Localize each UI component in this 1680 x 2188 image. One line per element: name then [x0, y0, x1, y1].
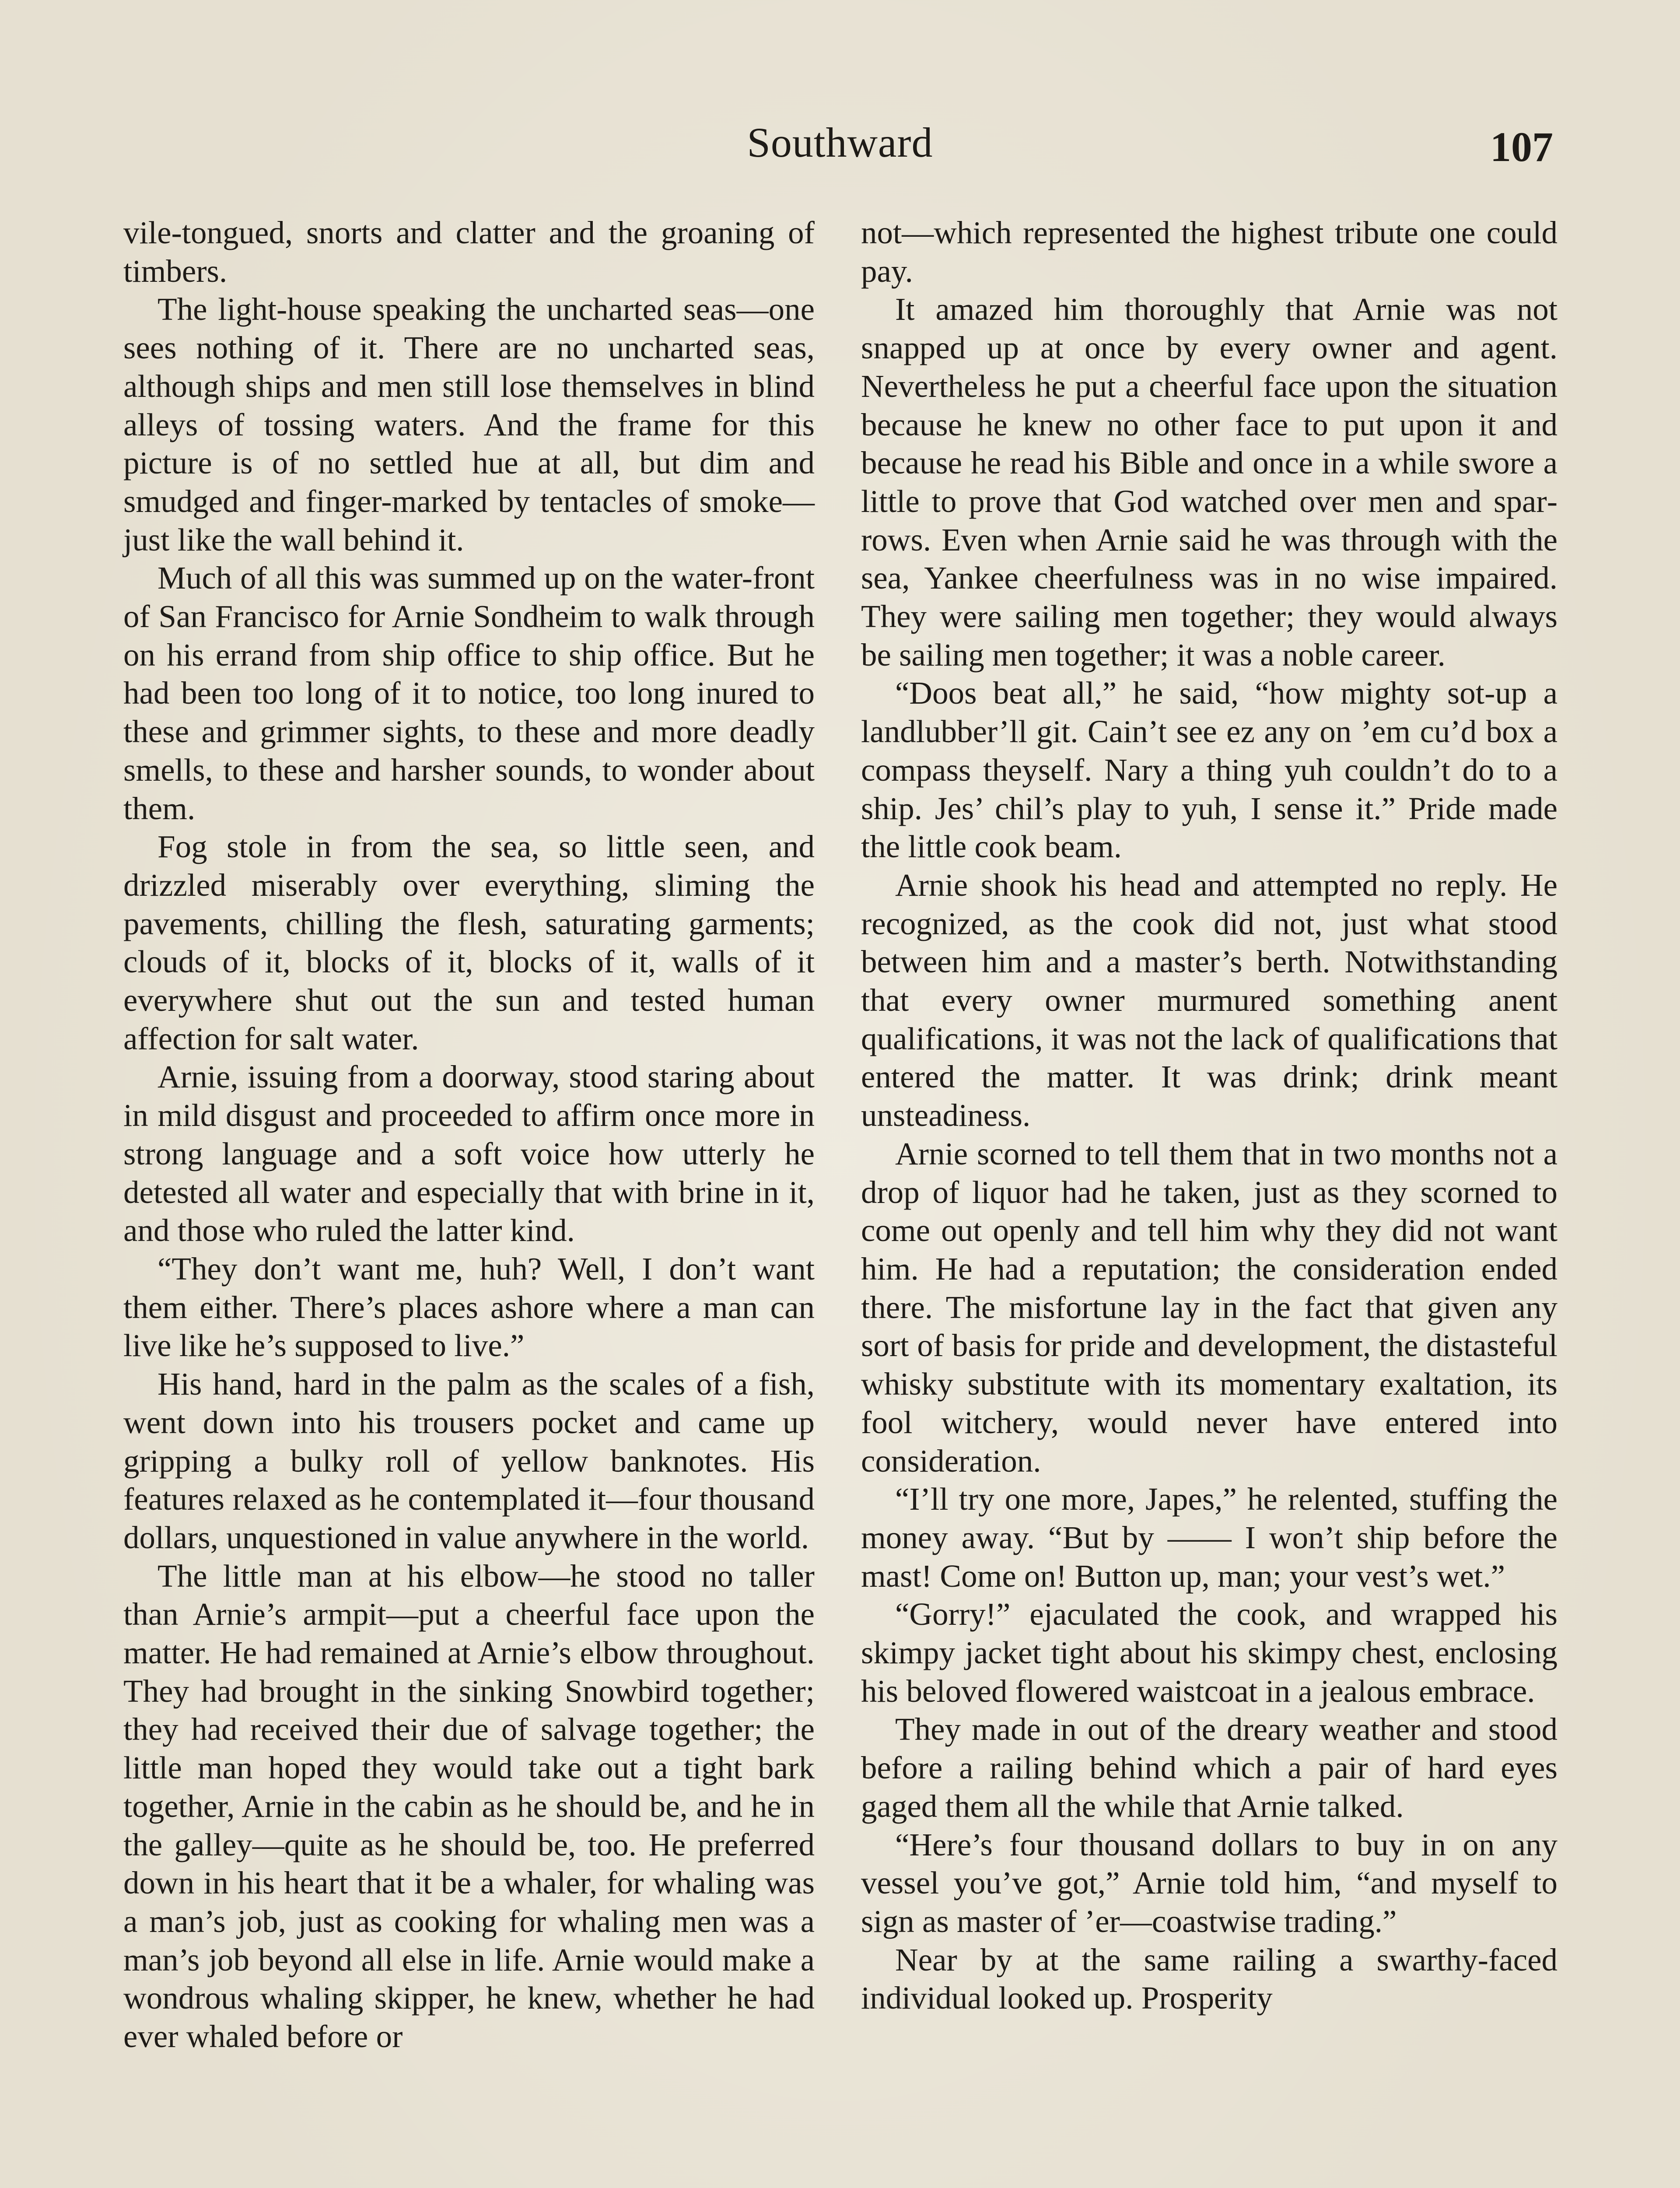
paragraph: Arnie shook his head and attempted no reply. He recognized, as the cook did not, just what stood between him and a master’s berth. Notwithstanding that every owner murmured something anent qualifications, it was not the lack of qualifications that entered the matter. It was drink; drink meant unsteadiness. — [861, 867, 1558, 1133]
paragraph: His hand, hard in the palm as the scales of a fish, went down into his trousers pocket and came up gripping a bulky roll of yellow banknotes. His features relaxed as he contemplated it—four thousand dollars, unquestioned in value anywhere in the world. — [123, 1366, 815, 1555]
paragraph: “I’ll try one more, Japes,” he relented, stuffing the money away. “But by —— I won’t ship before the mast! Come on! Button up, man; your vest’s wet.” — [861, 1481, 1558, 1594]
page-number: 107 — [1490, 123, 1553, 170]
paragraph: The light-house speaking the uncharted seas—one sees nothing of it. There are no uncharted seas, although ships and men still lose themselves in blind alleys of tossing waters. And the frame for this picture is of no settled hue at all, but dim and smudged and finger-marked by tentacles of smoke—just like the wall behind it. — [123, 291, 815, 558]
paragraph: Arnie scorned to tell them that in two months not a drop of liquor had he taken, just as they scorned to come out openly and tell him why they did not want him. He had a reputation; the consideration ended there. The misfortune lay in the fact that given any sort of basis for pride and development, the distasteful whisky substitute with its momentary exaltation, its fool witchery, would never have entered into consideration. — [861, 1136, 1558, 1479]
paragraph: Much of all this was summed up on the water-front of San Francisco for Arnie Sondheim to walk through on his errand from ship office to ship office. But he had been too long of it to notice, too long inured to these and grimmer sights, to these and more deadly smells, to these and harsher sounds, to wonder about them. — [123, 560, 815, 826]
paragraph: “They don’t want me, huh? Well, I don’t want them either. There’s places ashore where a man can live like he’s supposed to live.” — [123, 1251, 815, 1364]
paragraph: “Gorry!” ejaculated the cook, and wrapped his skimpy jacket tight about his skimpy chest, enclosing his beloved flowered waistcoat in a jealous embrace. — [861, 1596, 1558, 1709]
paragraph: vile-tongued, snorts and clatter and the groaning of timbers. — [123, 215, 815, 289]
paragraph: “Here’s four thousand dollars to buy in on any vessel you’ve got,” Arnie told him, “and myself to sign as master of ’er—coastwise trading.” — [861, 1827, 1558, 1939]
paragraph: They made in out of the dreary weather and stood before a railing behind which a pair of hard eyes gaged them all the while that Arnie talked. — [861, 1711, 1558, 1824]
paragraph: Arnie, issuing from a doorway, stood staring about in mild disgust and proceeded to affirm once more in strong language and a soft voice how utterly he detested all water and especially that with brine in it, and those who ruled the latter kind. — [123, 1059, 815, 1248]
paragraph: It amazed him thoroughly that Arnie was not snapped up at once by every owner and agent. Nevertheless he put a cheerful face upon the situation because he knew no other face to put upon it and because he read his Bible and once in a while swore a little to prove that God watched over men and sparrows. Even when Arnie said he was through with the sea, Yankee cheerfulness was in no wise impaired. They were sailing men together; they would always be sailing men together; it was a noble career. — [861, 291, 1558, 673]
paragraph: Fog stole in from the sea, so little seen, and drizzled miserably over everything, sliming the pavements, chilling the flesh, saturating garments; clouds of it, blocks of it, blocks of it, walls of it everywhere shut out the sun and tested human affection for salt water. — [123, 829, 815, 1056]
paragraph: “Doos beat all,” he said, “how mighty sot-up a landlubber’ll git. Cain’t see ez any on ’em cu’d box a compass theyself. Nary a thing yuh couldn’t do to a ship. Jes’ chil’s play to yuh, I sense it.” Pride made the little cook beam. — [861, 675, 1558, 865]
paragraph: Near by at the same railing a swarthy-faced individual looked up. Prosperity — [861, 1942, 1558, 2016]
left-column — [123, 214, 815, 2056]
right-column — [861, 214, 1558, 2017]
running-title: Southward — [747, 119, 933, 166]
paragraph: The little man at his elbow—he stood no taller than Arnie’s armpit—put a cheerful face upon the matter. He had remained at Arnie’s elbow throughout. They had brought in the sinking Snowbird together; they had received their due of salvage together; the little man hoped they would take out a tight bark together, Arnie in the cabin as he should be, and he in the galley—quite as he should be, too. He preferred down in his heart that it be a whaler, for whaling was a man’s job, just as cooking for whaling men was a man’s job beyond all else in life. Arnie would make a wondrous whaling skipper, he knew, whether he had ever whaled before or — [123, 1558, 815, 2055]
paragraph: not—which represented the highest tribute one could pay. — [861, 215, 1558, 289]
